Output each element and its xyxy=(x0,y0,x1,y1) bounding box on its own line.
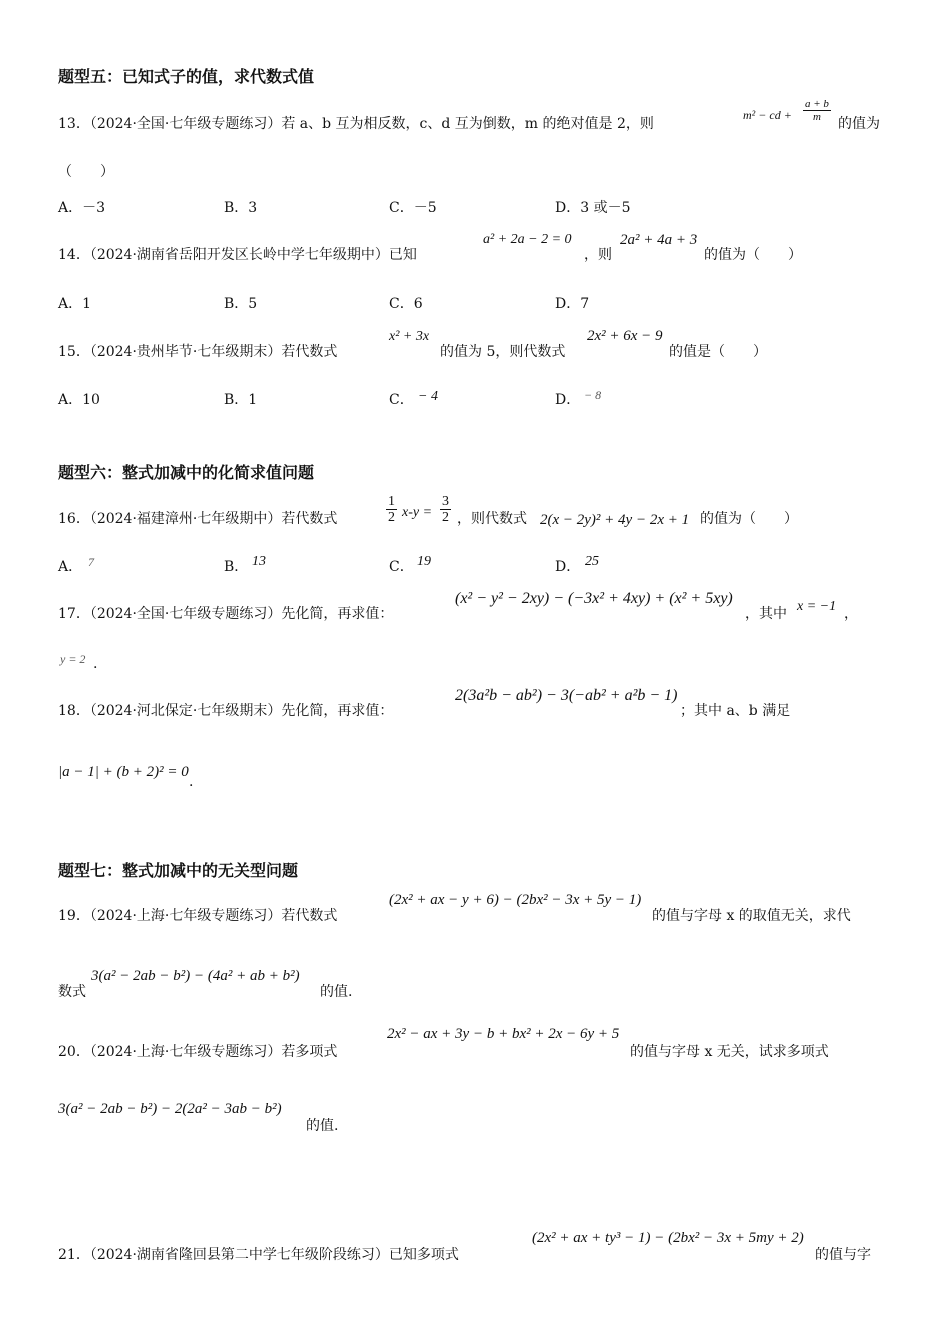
question-19-end: 的值. xyxy=(320,984,353,1000)
question-19-line2: 数式 xyxy=(58,984,86,1000)
question-13-expr: m² − cd + xyxy=(743,108,792,122)
option-a: A．－3 xyxy=(58,200,106,216)
option-c: C． xyxy=(389,392,414,408)
question-18-tail: ；其中 a、b 满足 xyxy=(680,703,791,719)
answer-paren: （ ） xyxy=(58,164,114,180)
option-d-value: − 8 xyxy=(584,388,602,402)
question-20-expr: 2x² − ax + 3y − b + bx² + 2x − 6y + 5 xyxy=(387,1026,620,1042)
option-b: B． xyxy=(224,559,249,575)
question-16-text: 16．（2024·福建漳州·七年级期中）若代数式 xyxy=(58,511,338,527)
question-16-fraction-1 xyxy=(386,494,397,525)
question-16-fraction-2 xyxy=(440,494,451,525)
question-19-tail: 的值与字母 x 的取值无关，求代 xyxy=(652,908,851,924)
question-19-text: 19．（2024·上海·七年级专题练习）若代数式 xyxy=(58,908,338,924)
question-19-expr: (2x² + ax − y + 6) − (2bx² − 3x + 5y − 1) xyxy=(389,892,642,908)
question-16-expr: 2(x − 2y)² + 4y − 2x + 1 xyxy=(540,512,690,528)
question-14-tail: 的值为（ ） xyxy=(704,247,802,263)
question-14-expr: 2a² + 4a + 3 xyxy=(620,232,698,248)
question-17-condition-y: y = 2 xyxy=(60,652,86,666)
question-17-comma: ， xyxy=(844,606,858,622)
frac-denominator: m xyxy=(812,111,821,123)
question-21-tail: 的值与字 xyxy=(815,1247,871,1263)
option-c: C． xyxy=(389,559,414,575)
question-15-mid: 的值为 5，则代数式 xyxy=(440,344,566,360)
question-18-end: . xyxy=(189,774,194,790)
question-14-condition: a² + 2a − 2 = 0 xyxy=(483,232,572,247)
question-16-tail: 的值为（ ） xyxy=(700,511,798,527)
option-b: B．3 xyxy=(224,200,258,216)
question-17-condition-x: x = −1 xyxy=(797,599,837,614)
question-21-expr: (2x² + ax + ty³ − 1) − (2bx² − 3x + 5my + 2) xyxy=(532,1230,804,1246)
question-21-text: 21．（2024·湖南省隆回县第二中学七年级阶段练习）已知多项式 xyxy=(58,1247,459,1263)
question-19-expr2: 3(a² − 2ab − b²) − (4a² + ab + b²) xyxy=(91,968,300,984)
option-a: A．1 xyxy=(58,296,92,312)
question-13-tail: 的值为 xyxy=(838,116,880,132)
question-17-text: 17．（2024·全国·七年级专题练习）先化简，再求值： xyxy=(58,606,394,622)
question-16-mid: ，则代数式 xyxy=(457,511,527,527)
question-15-expr: 2x² + 6x − 9 xyxy=(587,328,663,344)
question-16-condition: x-y = xyxy=(402,505,433,520)
option-c-value: 19 xyxy=(417,554,431,569)
question-14-mid: ，则 xyxy=(584,247,612,263)
option-a: A．10 xyxy=(58,392,100,408)
option-d: D． xyxy=(555,559,581,575)
frac-numerator: 3 xyxy=(442,494,449,509)
section-heading-6: 题型六：整式加减中的化简求值问题 xyxy=(58,463,315,482)
question-15-text: 15．（2024·贵州毕节·七年级期末）若代数式 xyxy=(58,344,338,360)
question-17-expr: (x² − y² − 2xy) − (−3x² + 4xy) + (x² + 5xy) xyxy=(455,590,733,607)
question-13-text: 13．（2024·全国·七年级专题练习）若 a、b 互为相反数，c、d 互为倒数，m 的绝对值是 2，则 xyxy=(58,116,654,132)
option-a-value: 7 xyxy=(88,555,94,569)
frac-numerator: a + b xyxy=(805,98,829,110)
question-15-tail: 的值是（ ） xyxy=(669,344,767,360)
question-18-expr: 2(3a²b − ab²) − 3(−ab² + a²b − 1) xyxy=(455,687,678,704)
question-18-text: 18．（2024·河北保定·七年级期末）先化简，再求值： xyxy=(58,703,394,719)
section-heading-5: 题型五：已知式子的值，求代数式值 xyxy=(58,67,315,86)
option-d: D． xyxy=(555,392,581,408)
question-20-end: 的值. xyxy=(306,1118,339,1134)
question-20-tail: 的值与字母 x 无关，试求多项式 xyxy=(630,1044,829,1060)
frac-denominator: 2 xyxy=(388,510,395,525)
question-15-condition: x² + 3x xyxy=(389,329,430,344)
option-d: D．3 或－5 xyxy=(555,200,631,216)
frac-denominator: 2 xyxy=(442,510,449,525)
question-20-text: 20．（2024·上海·七年级专题练习）若多项式 xyxy=(58,1044,338,1060)
question-17-end: . xyxy=(93,656,98,672)
option-d: D．7 xyxy=(555,296,590,312)
option-c-value: − 4 xyxy=(418,389,438,404)
option-d-value: 25 xyxy=(585,554,599,569)
frac-numerator: 1 xyxy=(388,494,395,509)
question-18-condition: |a − 1| + (b + 2)² = 0 xyxy=(58,764,189,780)
question-14-text: 14．（2024·湖南省岳阳开发区长岭中学七年级期中）已知 xyxy=(58,247,417,263)
option-c: C．－5 xyxy=(389,200,437,216)
option-b-value: 13 xyxy=(252,554,266,569)
option-b: B．1 xyxy=(224,392,258,408)
option-b: B．5 xyxy=(224,296,258,312)
question-13-fraction xyxy=(803,98,831,123)
question-17-mid: ，其中 xyxy=(745,606,787,622)
section-heading-7: 题型七：整式加减中的无关型问题 xyxy=(58,861,299,880)
question-20-expr2: 3(a² − 2ab − b²) − 2(2a² − 3ab − b²) xyxy=(58,1101,282,1117)
option-c: C．6 xyxy=(389,296,423,312)
option-a: A． xyxy=(58,559,83,575)
